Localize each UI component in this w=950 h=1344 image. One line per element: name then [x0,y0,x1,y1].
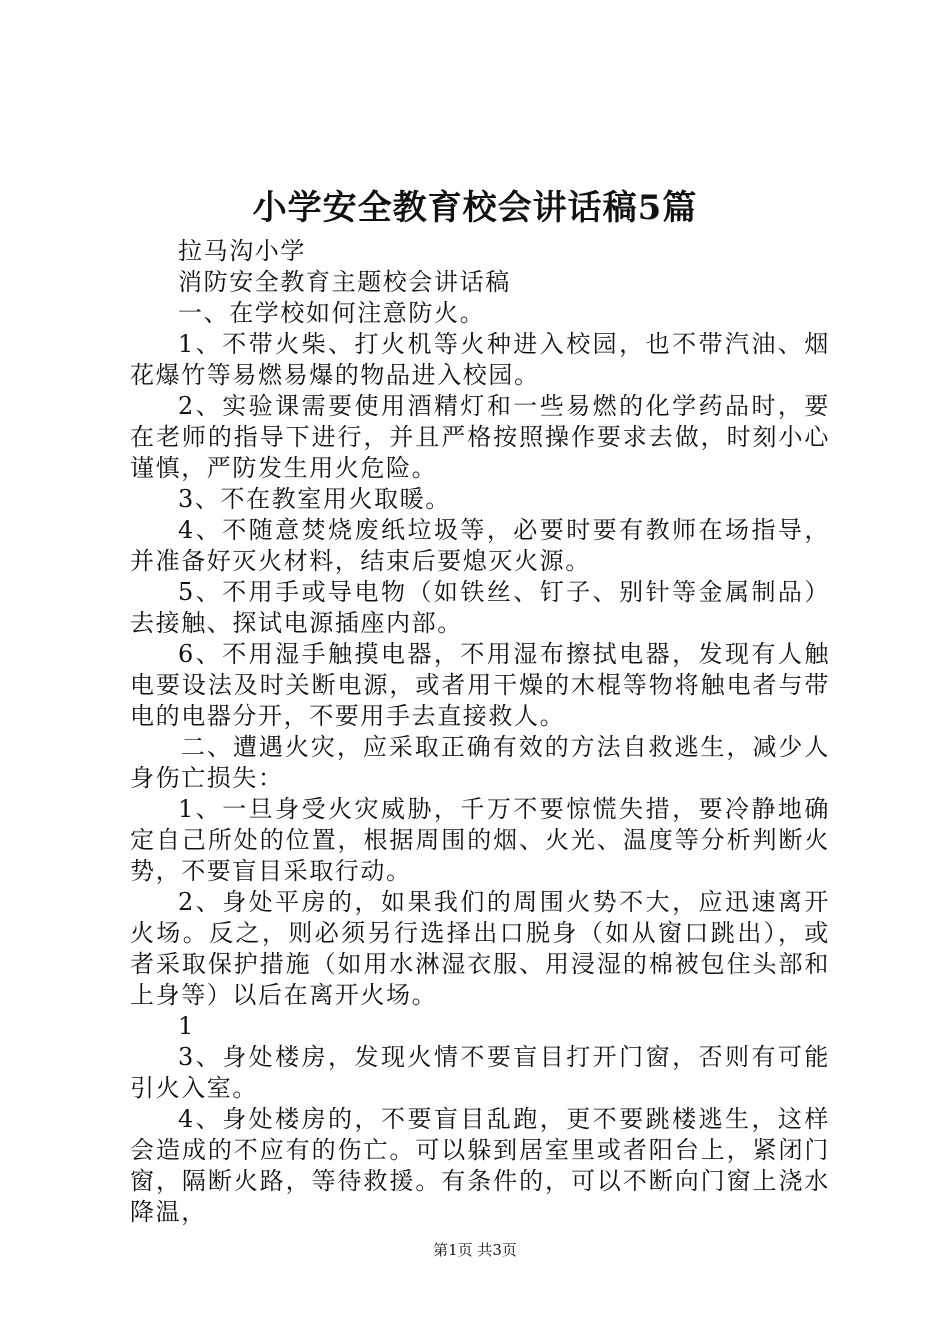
paragraph-item: 6、不用湿手触摸电器，不用湿布擦拭电器，发现有人触电要设法及时关断电源，或者用干燥的木棍等物将触电者与带电的电器分开，不要用手去直接救人。 [130,640,830,730]
paragraph-item: 1、不带火柴、打火机等火种进入校园，也不带汽油、烟花爆竹等易燃易爆的物品进入校园。 [130,330,830,389]
document-body [130,236,830,1228]
paragraph-section-heading: 一、在学校如何注意防火。 [178,299,486,327]
paragraph-section-heading: 二、遭遇火灾，应采取正确有效的方法自救逃生，减少人身伤亡损失： [130,733,830,792]
paragraph-item: 4、不随意焚烧废纸垃圾等，必要时要有教师在场指导，并准备好灭火材料，结束后要熄灭火源。 [130,516,830,575]
paragraph-item: 3、身处楼房，发现火情不要盲目打开门窗，否则有可能引火入室。 [130,1043,830,1102]
paragraph-item: 2、身处平房的，如果我们的周围火势不大，应迅速离开火场。反之，则必须另行选择出口脱身（如从窗口跳出），或者采取保护措施（如用水淋湿衣服、用浸湿的棉被包住头部和上身等）以后在离开火场。 [130,888,830,1009]
document-title: 小学安全教育校会讲话稿5篇 [252,188,698,228]
page-footer: 第1页 共3页 [433,1241,517,1259]
paragraph-speech-subtitle: 消防安全教育主题校会讲话稿 [178,268,511,296]
paragraph-item: 1、一旦身受火灾威胁，千万不要惊慌失措，要冷静地确定自己所处的位置，根据周围的烟、火光、温度等分析判断火势，不要盲目采取行动。 [130,795,830,885]
paragraph-item: 3、不在教室用火取暖。 [178,485,451,513]
paragraph-school-name: 拉马沟小学 [178,237,306,265]
paragraph-stray-number: 1 [178,1012,195,1040]
paragraph-item: 5、不用手或导电物（如铁丝、钉子、别针等金属制品）去接触、探试电源插座内部。 [130,578,830,637]
paragraph-item: 4、身处楼房的，不要盲目乱跑，更不要跳楼逃生，这样会造成的不应有的伤亡。可以躲到居室里或者阳台上，紧闭门窗，隔断火路，等待救援。有条件的，可以不断向门窗上浇水降温， [130,1105,830,1226]
paragraph-item: 2、实验课需要使用酒精灯和一些易燃的化学药品时，要在老师的指导下进行，并且严格按照操作要求去做，时刻小心谨慎，严防发生用火危险。 [130,392,830,482]
